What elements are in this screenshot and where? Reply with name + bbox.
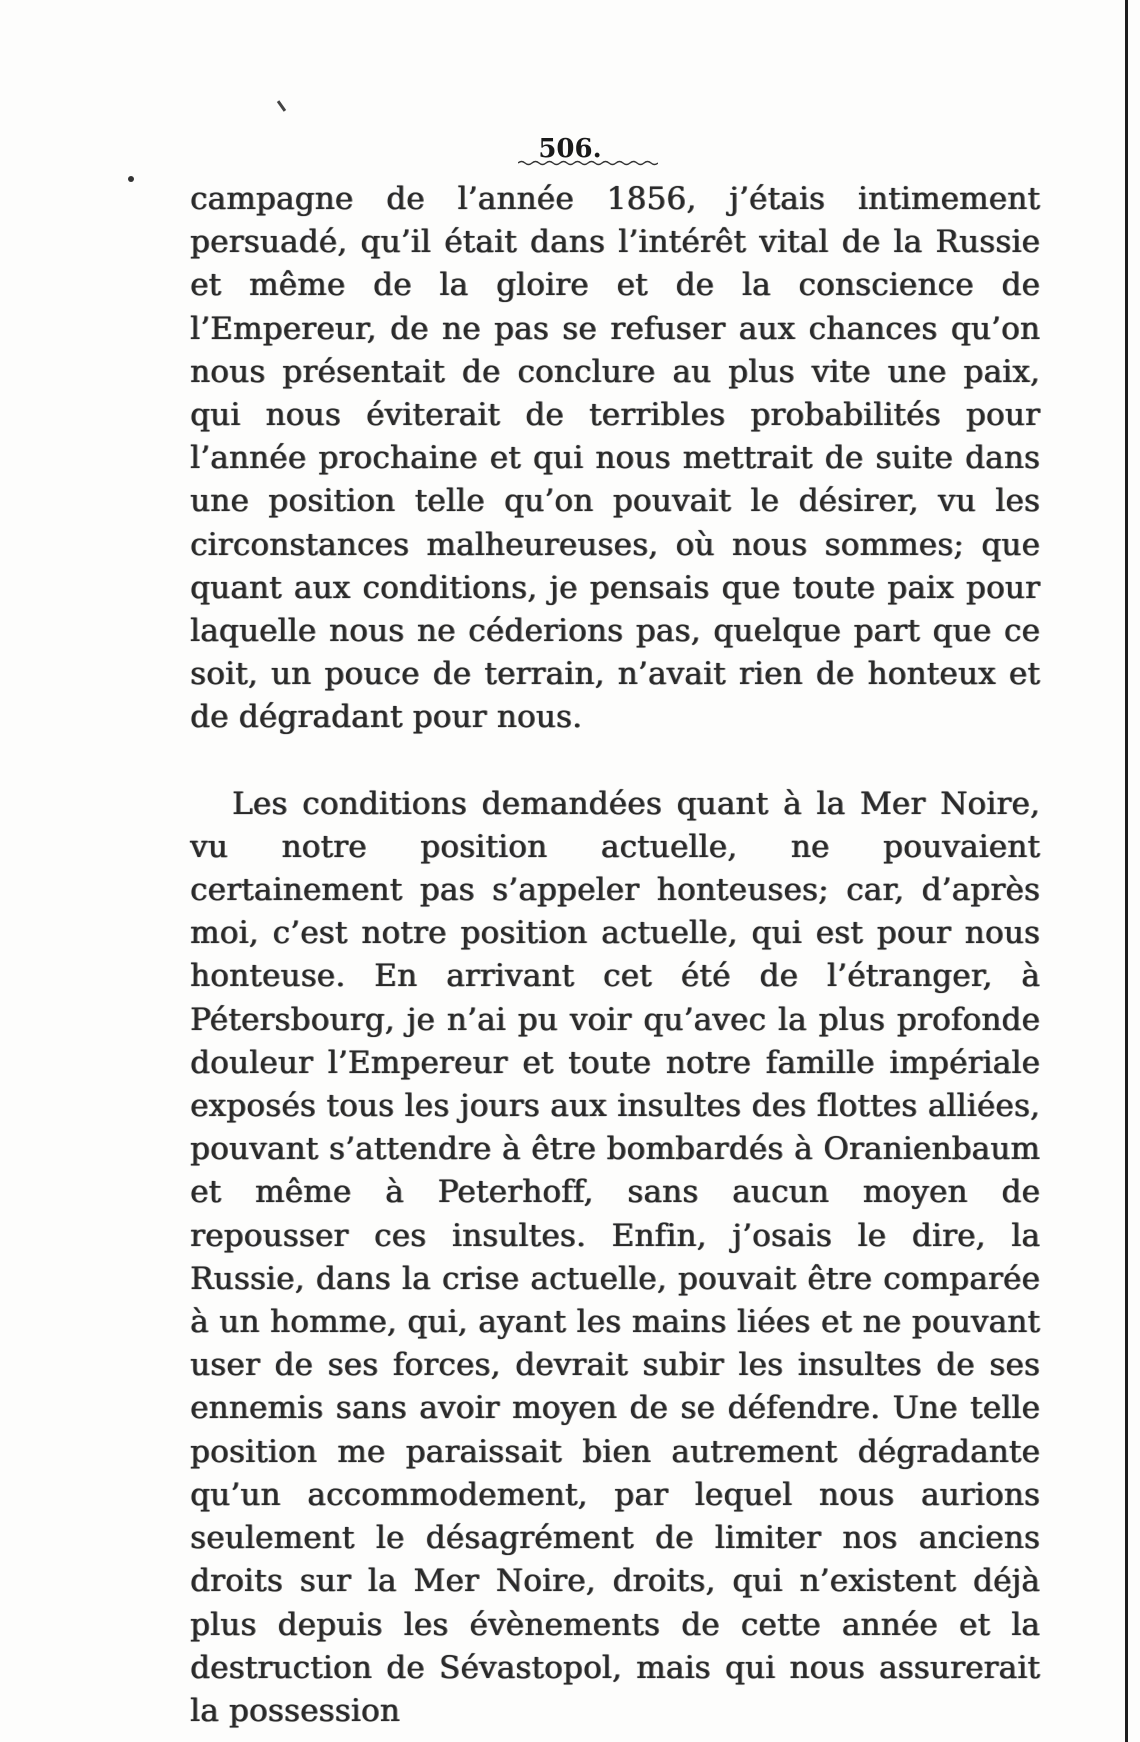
page-number-rule — [518, 160, 658, 166]
ink-mark — [277, 100, 286, 112]
paragraph: Les conditions demandées quant à la Mer Noire, vu notre position actuelle, ne pouvaient certainement pas s’appeler honteuses; car, d’après moi, c’est notre position actuelle, qui est pour nous honteuse. En arrivant cet été de l’étranger, à Pétersbourg, je n’ai pu voir qu’avec la plus profonde douleur l’Empereur et toute notre famille impériale exposés tous les jours aux insultes des flottes alliées, pouvant s’attendre à être bombardés à Oranienbaum et même à Peterhoff, sans aucun moyen de repousser ces insultes. Enfin, j’osais le dire, la Russie, dans la crise actuelle, pouvait être comparée à un homme, qui, ayant les mains liées et ne pouvant user de ses forces, devrait subir les insultes de ses ennemis sans avoir moyen de se défendre. Une telle position me paraissait bien autrement dégradante qu’un accommodement, par lequel nous aurions seulement le désagrément de limiter nos anciens droits sur la Mer Noire, droits, qui n’existent déjà plus depuis les évènements de cette année et la destruction de Sévastopol, mais qui nous assurerait la possession — [190, 785, 1040, 1729]
page-number: 506. — [538, 134, 602, 164]
paragraph: campagne de l’année 1856, j’étais intimement persuadé, qu’il était dans l’intérêt vital de la Russie et même de la gloire et de la conscience de l’Empereur, de ne pas se refuser aux chances qu’on nous présentait de conclure au plus vite une paix, qui nous éviterait de terribles probabilités pour l’année prochaine et qui nous mettrait de suite dans une position telle qu’on pouvait le désirer, vu les circonstances malheureuses, où nous sommes; que quant aux conditions, je pensais que toute paix pour laquelle nous ne céderions pas, quelque part que ce soit, un pouce de terrain, n’avait rien de honteux et de dégradant pour nous. — [190, 181, 1040, 736]
ink-dot — [128, 176, 134, 182]
body-text — [190, 178, 1040, 1733]
page-edge-line — [1125, 0, 1128, 1742]
